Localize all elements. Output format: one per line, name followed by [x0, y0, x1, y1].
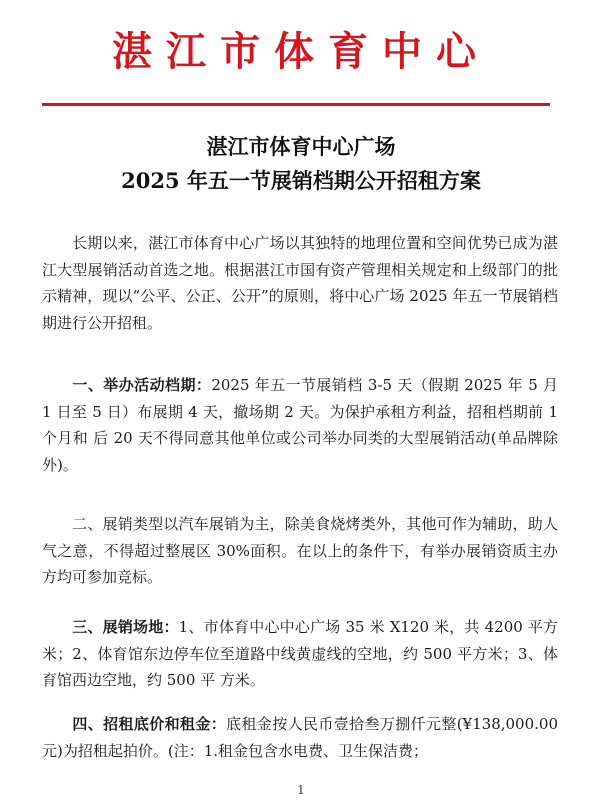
paragraph-text: 二、展销类型以汽车展销为主，除美食烧烤类外，其他可作为辅助，助人气之意，不得超过整展区 30%面积。在以上的条件下，有举办展销资质主办方均可参加竞标。 — [42, 515, 558, 586]
paragraph-text: 长期以来，湛江市体育中心广场以其独特的地理位置和空间优势已成为湛江大型展销活动首选之地。根据湛江市国有资产管理相关规定和上级部门的批示精神，现以“公平、公正、公开”的原则，将中心广场 2025 年五一节展销档期进行公开招租。 — [42, 234, 558, 332]
paragraph-text: 底租金按人民币壹拾叁万捌仟元整(¥138,000.00 元)为招租起拍价。(注：1.租金包含水电费、卫生保洁费； — [42, 715, 558, 760]
section-heading: 四、招租底价和租金： — [72, 715, 227, 733]
paragraph-section-2 — [42, 511, 558, 591]
letterhead-org-name: 湛江市体育中心 — [112, 28, 490, 75]
doc-title-line-2: 2025 年五一节展销档期公开招租方案 — [121, 168, 481, 193]
section-heading: 三、展销场地： — [72, 618, 179, 636]
paragraph-text: 2025 年五一节展销档 3-5 天（假期 2025 年 5 月 1 日至 5 日）布展期 4 天，撤场期 2 天。为保护承租方利益，招租档期前 1 个月和 后 20 天不得同意其他单位或公司举办同类的大型展销活动(单品牌除外)。 — [42, 376, 558, 474]
paragraph-intro — [42, 230, 558, 336]
section-heading: 一、举办活动档期： — [72, 376, 212, 394]
doc-title-line-1: 湛江市体育中心广场 — [206, 134, 396, 159]
paragraph-section-1 — [42, 372, 558, 478]
paragraph-section-3 — [42, 614, 558, 694]
letterhead-red-rule — [42, 103, 550, 106]
paragraph-section-4 — [42, 711, 558, 764]
page-number: 1 — [297, 783, 305, 797]
paragraph-text: 1、市体育中心中心广场 35 米 X120 米，共 4200 平方米；2、体育馆东边停车位至道路中线黄虚线的空地，约 500 平方米；3、体育馆西边空地，约 500 平 方米。 — [42, 618, 558, 689]
